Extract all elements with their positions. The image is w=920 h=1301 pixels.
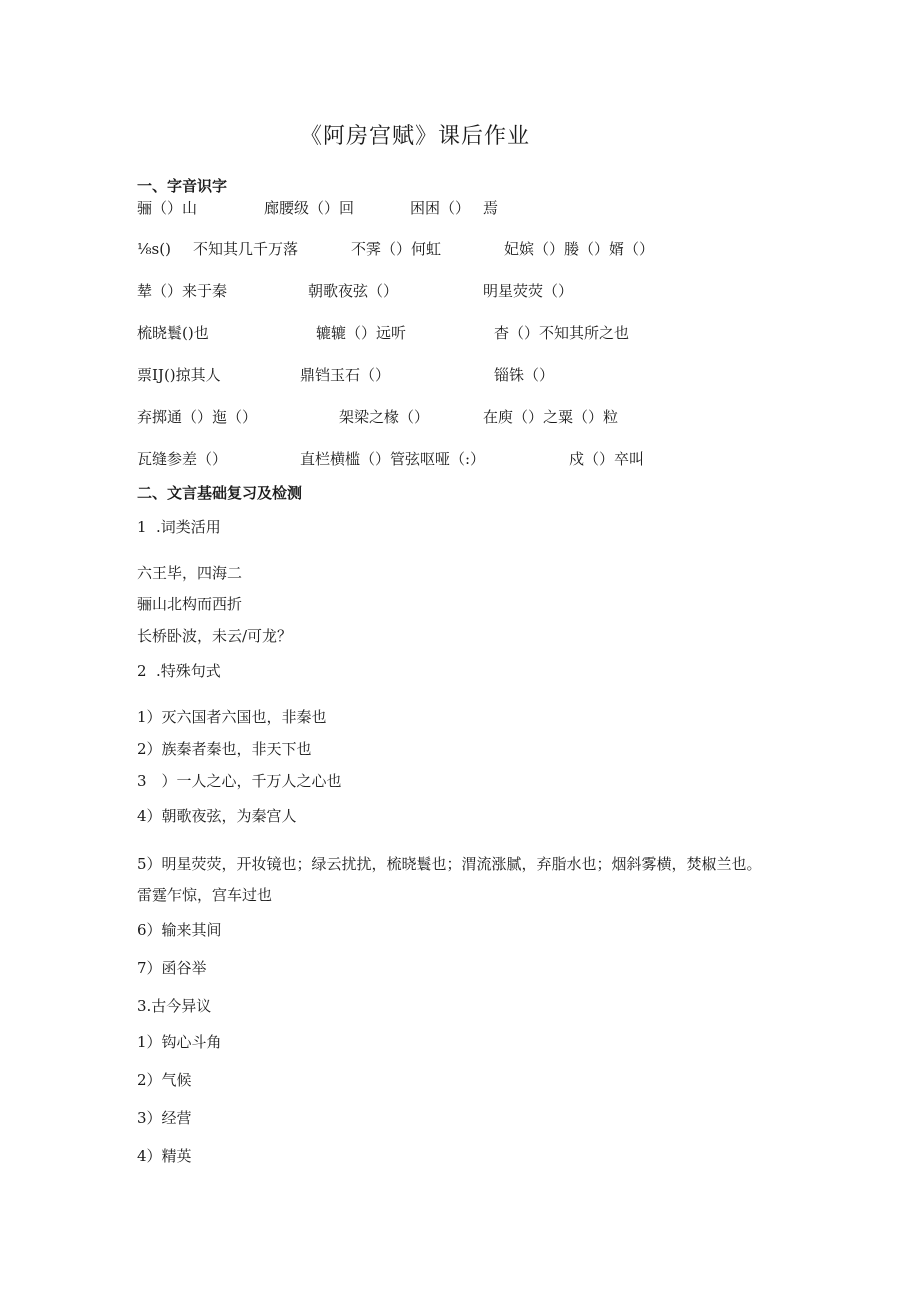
subsection-heading: .特殊句式 <box>156 662 221 680</box>
pronunciation-item: 不霁（）何虹 <box>351 240 442 258</box>
pronunciation-item: 梳晓鬟()也 <box>137 324 209 342</box>
pronunciation-item: 辘辘（）远听 <box>316 324 407 342</box>
pronunciation-item: 架梁之椽（） <box>339 408 430 426</box>
pronunciation-item: 廊腰级（）回 <box>264 199 355 217</box>
subsection-heading: 3.古今异议 <box>137 997 212 1015</box>
pronunciation-item: 鼎铛玉石（） <box>300 366 391 384</box>
list-item: 1）钩心斗角 <box>137 1033 222 1051</box>
pronunciation-item: 锱铢（） <box>494 366 555 384</box>
list-item: 1）灭六国者六国也，非秦也 <box>137 708 327 726</box>
pronunciation-item: 在庾（）之粟（）粒 <box>483 408 619 426</box>
list-item: 5）明星荧荧，开妆镜也；绿云扰扰，梳晓鬟也；渭流涨腻，弃脂水也；烟斜雾横，焚椒兰也。 <box>137 855 762 873</box>
list-item: 六王毕，四海二 <box>137 564 243 582</box>
pronunciation-item: 不知其几千万落 <box>193 240 299 258</box>
list-item: 4）精英 <box>137 1147 192 1165</box>
list-item: 骊山北构而西折 <box>137 595 243 613</box>
pronunciation-item: 朝歌夜弦（） <box>308 282 399 300</box>
list-item: 3）经营 <box>137 1109 192 1127</box>
subsection-number: 1 <box>137 518 147 536</box>
list-item: 3 ）一人之心，千万人之心也 <box>137 772 342 790</box>
page-title: 《阿房宫赋》课后作业 <box>300 124 531 149</box>
list-item: 6）输来其间 <box>137 921 222 939</box>
pronunciation-item: 焉 <box>483 199 499 217</box>
subsection-number: 2 <box>137 662 147 680</box>
pronunciation-item: 瓦缝参差（） <box>137 450 228 468</box>
pronunciation-item: 戍（）卒叫 <box>569 450 645 468</box>
pronunciation-item: 明星荧荧（） <box>483 282 574 300</box>
section-heading-pronunciation: 一、字音识字 <box>137 177 228 195</box>
pronunciation-item: 杳（）不知其所之也 <box>494 324 630 342</box>
list-item: 7）函谷举 <box>137 959 207 977</box>
list-item: 2）族秦者秦也，非天下也 <box>137 740 312 758</box>
pronunciation-item: 弃掷通（）迤（） <box>137 408 258 426</box>
pronunciation-item: 妃嫔（）媵（）婿（） <box>504 240 655 258</box>
pronunciation-item: 票IJ()掠其人 <box>137 366 221 384</box>
list-item: 2）气候 <box>137 1071 192 1089</box>
pronunciation-item: ⅛s() <box>137 240 171 258</box>
pronunciation-item: 辇（）来于秦 <box>137 282 228 300</box>
pronunciation-item: 骊（）山 <box>137 199 198 217</box>
list-item: 雷霆乍惊，宫车过也 <box>137 886 273 904</box>
pronunciation-item: 困困（） <box>410 199 471 217</box>
list-item: 4）朝歌夜弦，为秦宫人 <box>137 807 297 825</box>
list-item: 长桥卧波，未云/可龙？ <box>137 627 293 645</box>
subsection-heading: .词类活用 <box>156 518 221 536</box>
pronunciation-item: 直栏横槛（）管弦呕哑（:） <box>300 450 486 468</box>
section-heading-classical-chinese: 二、文言基础复习及检测 <box>137 484 303 502</box>
